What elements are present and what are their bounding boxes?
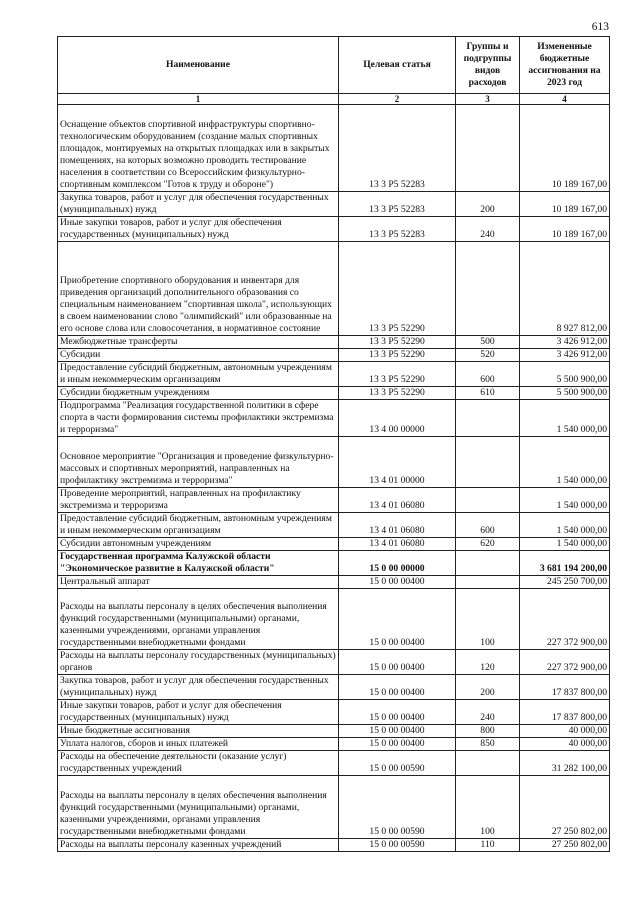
- table-row: [58, 217, 610, 242]
- row-target-article: 15 0 00 00400: [339, 725, 456, 738]
- row-target-article: 13 4 01 06080: [339, 513, 456, 538]
- column-number-3: 3: [456, 94, 520, 105]
- row-name: Расходы на выплаты персоналу в целях обеспечения выполнения функций государственными (муниципальными) органами, казенными учреждениями, органами управления государственными внебюджетными фондами: [58, 589, 339, 650]
- row-expense-group: [456, 242, 520, 336]
- column-number-2: 2: [339, 94, 456, 105]
- table-row: [58, 362, 610, 387]
- table-row: [58, 349, 610, 362]
- table-row: [58, 675, 610, 700]
- row-name: Субсидии: [58, 349, 339, 362]
- row-amount: 1 540 000,00: [520, 400, 610, 437]
- page-number: 613: [591, 21, 609, 33]
- row-target-article: 13 3 P5 52283: [339, 217, 456, 242]
- row-target-article: 15 0 00 00400: [339, 576, 456, 589]
- row-amount: 227 372 900,00: [520, 650, 610, 675]
- table-row: [58, 700, 610, 725]
- row-expense-group: 600: [456, 362, 520, 387]
- row-name: Оснащение объектов спортивной инфраструктуры спортивно-технологическим оборудованием (создание малых спортивных площадок, монтируемых на открытых площадках или в закрытых помещениях, на которых возможно проводить тестирование населения в соответствии со Всероссийским физкультурно-спортивным комплексом "Готов к труду и обороне"): [58, 105, 339, 192]
- row-target-article: 13 3 P5 52283: [339, 192, 456, 217]
- row-target-article: 15 0 00 00400: [339, 650, 456, 675]
- row-amount: 245 250 700,00: [520, 576, 610, 589]
- row-name: Центральный аппарат: [58, 576, 339, 589]
- row-name: Подпрограмма "Реализация государственной политики в сфере спорта в части формирования системы профилактики экстремизма и терроризма": [58, 400, 339, 437]
- column-number-1: 1: [58, 94, 339, 105]
- row-target-article: 15 0 00 00590: [339, 776, 456, 839]
- row-name: Расходы на обеспечение деятельности (оказание услуг) государственных учреждений: [58, 751, 339, 776]
- row-expense-group: 620: [456, 538, 520, 551]
- row-amount: 8 927 812,00: [520, 242, 610, 336]
- row-expense-group: [456, 105, 520, 192]
- row-expense-group: [456, 751, 520, 776]
- row-target-article: 15 0 00 00000: [339, 551, 456, 576]
- row-amount: 40 000,00: [520, 738, 610, 751]
- row-expense-group: 800: [456, 725, 520, 738]
- row-name: Основное мероприятие "Организация и проведение физкультурно-массовых и спортивных мероприятий, направленных на профилактику экстремизма и терроризма": [58, 437, 339, 488]
- table-row: [58, 336, 610, 349]
- row-target-article: 13 3 P5 52283: [339, 105, 456, 192]
- row-target-article: 13 3 P5 52290: [339, 349, 456, 362]
- row-amount: 1 540 000,00: [520, 538, 610, 551]
- table-row: [58, 488, 610, 513]
- row-expense-group: [456, 437, 520, 488]
- row-expense-group: 120: [456, 650, 520, 675]
- row-expense-group: 240: [456, 700, 520, 725]
- table-row: [58, 738, 610, 751]
- row-target-article: 13 4 01 00000: [339, 437, 456, 488]
- row-name: Субсидии автономным учреждениям: [58, 538, 339, 551]
- row-amount: 1 540 000,00: [520, 437, 610, 488]
- row-target-article: 13 4 01 06080: [339, 538, 456, 551]
- table-row: [58, 387, 610, 400]
- row-amount: 3 681 194 200,00: [520, 551, 610, 576]
- table-row: [58, 105, 610, 192]
- row-expense-group: [456, 488, 520, 513]
- row-target-article: 13 3 P5 52290: [339, 387, 456, 400]
- row-amount: 5 500 900,00: [520, 387, 610, 400]
- row-name: Иные закупки товаров, работ и услуг для обеспечения государственных (муниципальных) нужд: [58, 700, 339, 725]
- row-target-article: 15 0 00 00400: [339, 589, 456, 650]
- row-amount: 227 372 900,00: [520, 589, 610, 650]
- row-expense-group: 500: [456, 336, 520, 349]
- table-row: [58, 751, 610, 776]
- row-amount: 10 189 167,00: [520, 192, 610, 217]
- row-target-article: 15 0 00 00400: [339, 738, 456, 751]
- header-expense-groups: Группы и подгруппы видов расходов: [456, 37, 520, 94]
- row-expense-group: 520: [456, 349, 520, 362]
- row-name: Предоставление субсидий бюджетным, автономным учреждениям и иным некоммерческим организациям: [58, 513, 339, 538]
- table-row: [58, 551, 610, 576]
- header-target-article: Целевая статья: [339, 37, 456, 94]
- row-amount: 1 540 000,00: [520, 513, 610, 538]
- row-target-article: 13 3 P5 52290: [339, 362, 456, 387]
- row-amount: 17 837 800,00: [520, 675, 610, 700]
- row-target-article: 15 0 00 00400: [339, 700, 456, 725]
- row-target-article: 15 0 00 00590: [339, 751, 456, 776]
- row-amount: 1 540 000,00: [520, 488, 610, 513]
- row-name: Предоставление субсидий бюджетным, автономным учреждениям и иным некоммерческим организациям: [58, 362, 339, 387]
- table-row: [58, 725, 610, 738]
- row-amount: 27 250 802,00: [520, 839, 610, 852]
- row-expense-group: [456, 551, 520, 576]
- row-name: Расходы на выплаты персоналу государственных (муниципальных) органов: [58, 650, 339, 675]
- row-target-article: 13 4 00 00000: [339, 400, 456, 437]
- table-row: [58, 589, 610, 650]
- row-target-article: 13 3 P5 52290: [339, 336, 456, 349]
- row-amount: 10 189 167,00: [520, 105, 610, 192]
- row-expense-group: 100: [456, 776, 520, 839]
- table-body: [58, 105, 610, 852]
- row-amount: 5 500 900,00: [520, 362, 610, 387]
- row-name: Расходы на выплаты персоналу казенных учреждений: [58, 839, 339, 852]
- row-target-article: 15 0 00 00590: [339, 839, 456, 852]
- row-name: Иные закупки товаров, работ и услуг для обеспечения государственных (муниципальных) нужд: [58, 217, 339, 242]
- table-row: [58, 576, 610, 589]
- row-expense-group: 200: [456, 675, 520, 700]
- row-expense-group: 110: [456, 839, 520, 852]
- column-number-4: 4: [520, 94, 610, 105]
- table-header-row: [58, 37, 610, 94]
- row-name: Субсидии бюджетным учреждениям: [58, 387, 339, 400]
- row-expense-group: 600: [456, 513, 520, 538]
- row-name: Приобретение спортивного оборудования и инвентаря для приведения организаций дополнительного образования со специальным наименованием "спортивная школа", использующих в своем наименовании слово "олимпийский" или образованные на его основе слова или словосочетания, в нормативное состояние: [58, 242, 339, 336]
- table-row: [58, 839, 610, 852]
- row-name: Закупка товаров, работ и услуг для обеспечения государственных (муниципальных) нужд: [58, 192, 339, 217]
- row-target-article: 13 4 01 06080: [339, 488, 456, 513]
- row-name: Уплата налогов, сборов и иных платежей: [58, 738, 339, 751]
- row-expense-group: 240: [456, 217, 520, 242]
- row-amount: 3 426 912,00: [520, 336, 610, 349]
- header-name: Наименование: [58, 37, 339, 94]
- row-name: Межбюджетные трансферты: [58, 336, 339, 349]
- row-name: Расходы на выплаты персоналу в целях обеспечения выполнения функций государственными (муниципальными) органами, казенными учреждениями, органами управления государственными внебюджетными фондами: [58, 776, 339, 839]
- row-expense-group: 100: [456, 589, 520, 650]
- table-row: [58, 776, 610, 839]
- row-name: Проведение мероприятий, направленных на профилактику экстремизма и терроризма: [58, 488, 339, 513]
- row-amount: 10 189 167,00: [520, 217, 610, 242]
- row-expense-group: 850: [456, 738, 520, 751]
- row-target-article: 13 3 P5 52290: [339, 242, 456, 336]
- budget-table: [57, 36, 610, 852]
- table-row: [58, 242, 610, 336]
- row-amount: 27 250 802,00: [520, 776, 610, 839]
- table-row: [58, 437, 610, 488]
- row-name: Государственная программа Калужской области "Экономическое развитие в Калужской области": [58, 551, 339, 576]
- row-amount: 17 837 800,00: [520, 700, 610, 725]
- table-row: [58, 650, 610, 675]
- header-budget-allocations: Измененные бюджетные ассигнования на 2023 год: [520, 37, 610, 94]
- row-amount: 3 426 912,00: [520, 349, 610, 362]
- row-name: Закупка товаров, работ и услуг для обеспечения государственных (муниципальных) нужд: [58, 675, 339, 700]
- row-expense-group: 200: [456, 192, 520, 217]
- row-name: Иные бюджетные ассигнования: [58, 725, 339, 738]
- row-target-article: 15 0 00 00400: [339, 675, 456, 700]
- row-expense-group: [456, 400, 520, 437]
- table-row: [58, 513, 610, 538]
- table-column-number-row: [58, 94, 610, 105]
- table-row: [58, 538, 610, 551]
- table-row: [58, 192, 610, 217]
- row-amount: 40 000,00: [520, 725, 610, 738]
- row-expense-group: [456, 576, 520, 589]
- row-amount: 31 282 100,00: [520, 751, 610, 776]
- row-expense-group: 610: [456, 387, 520, 400]
- table-row: [58, 400, 610, 437]
